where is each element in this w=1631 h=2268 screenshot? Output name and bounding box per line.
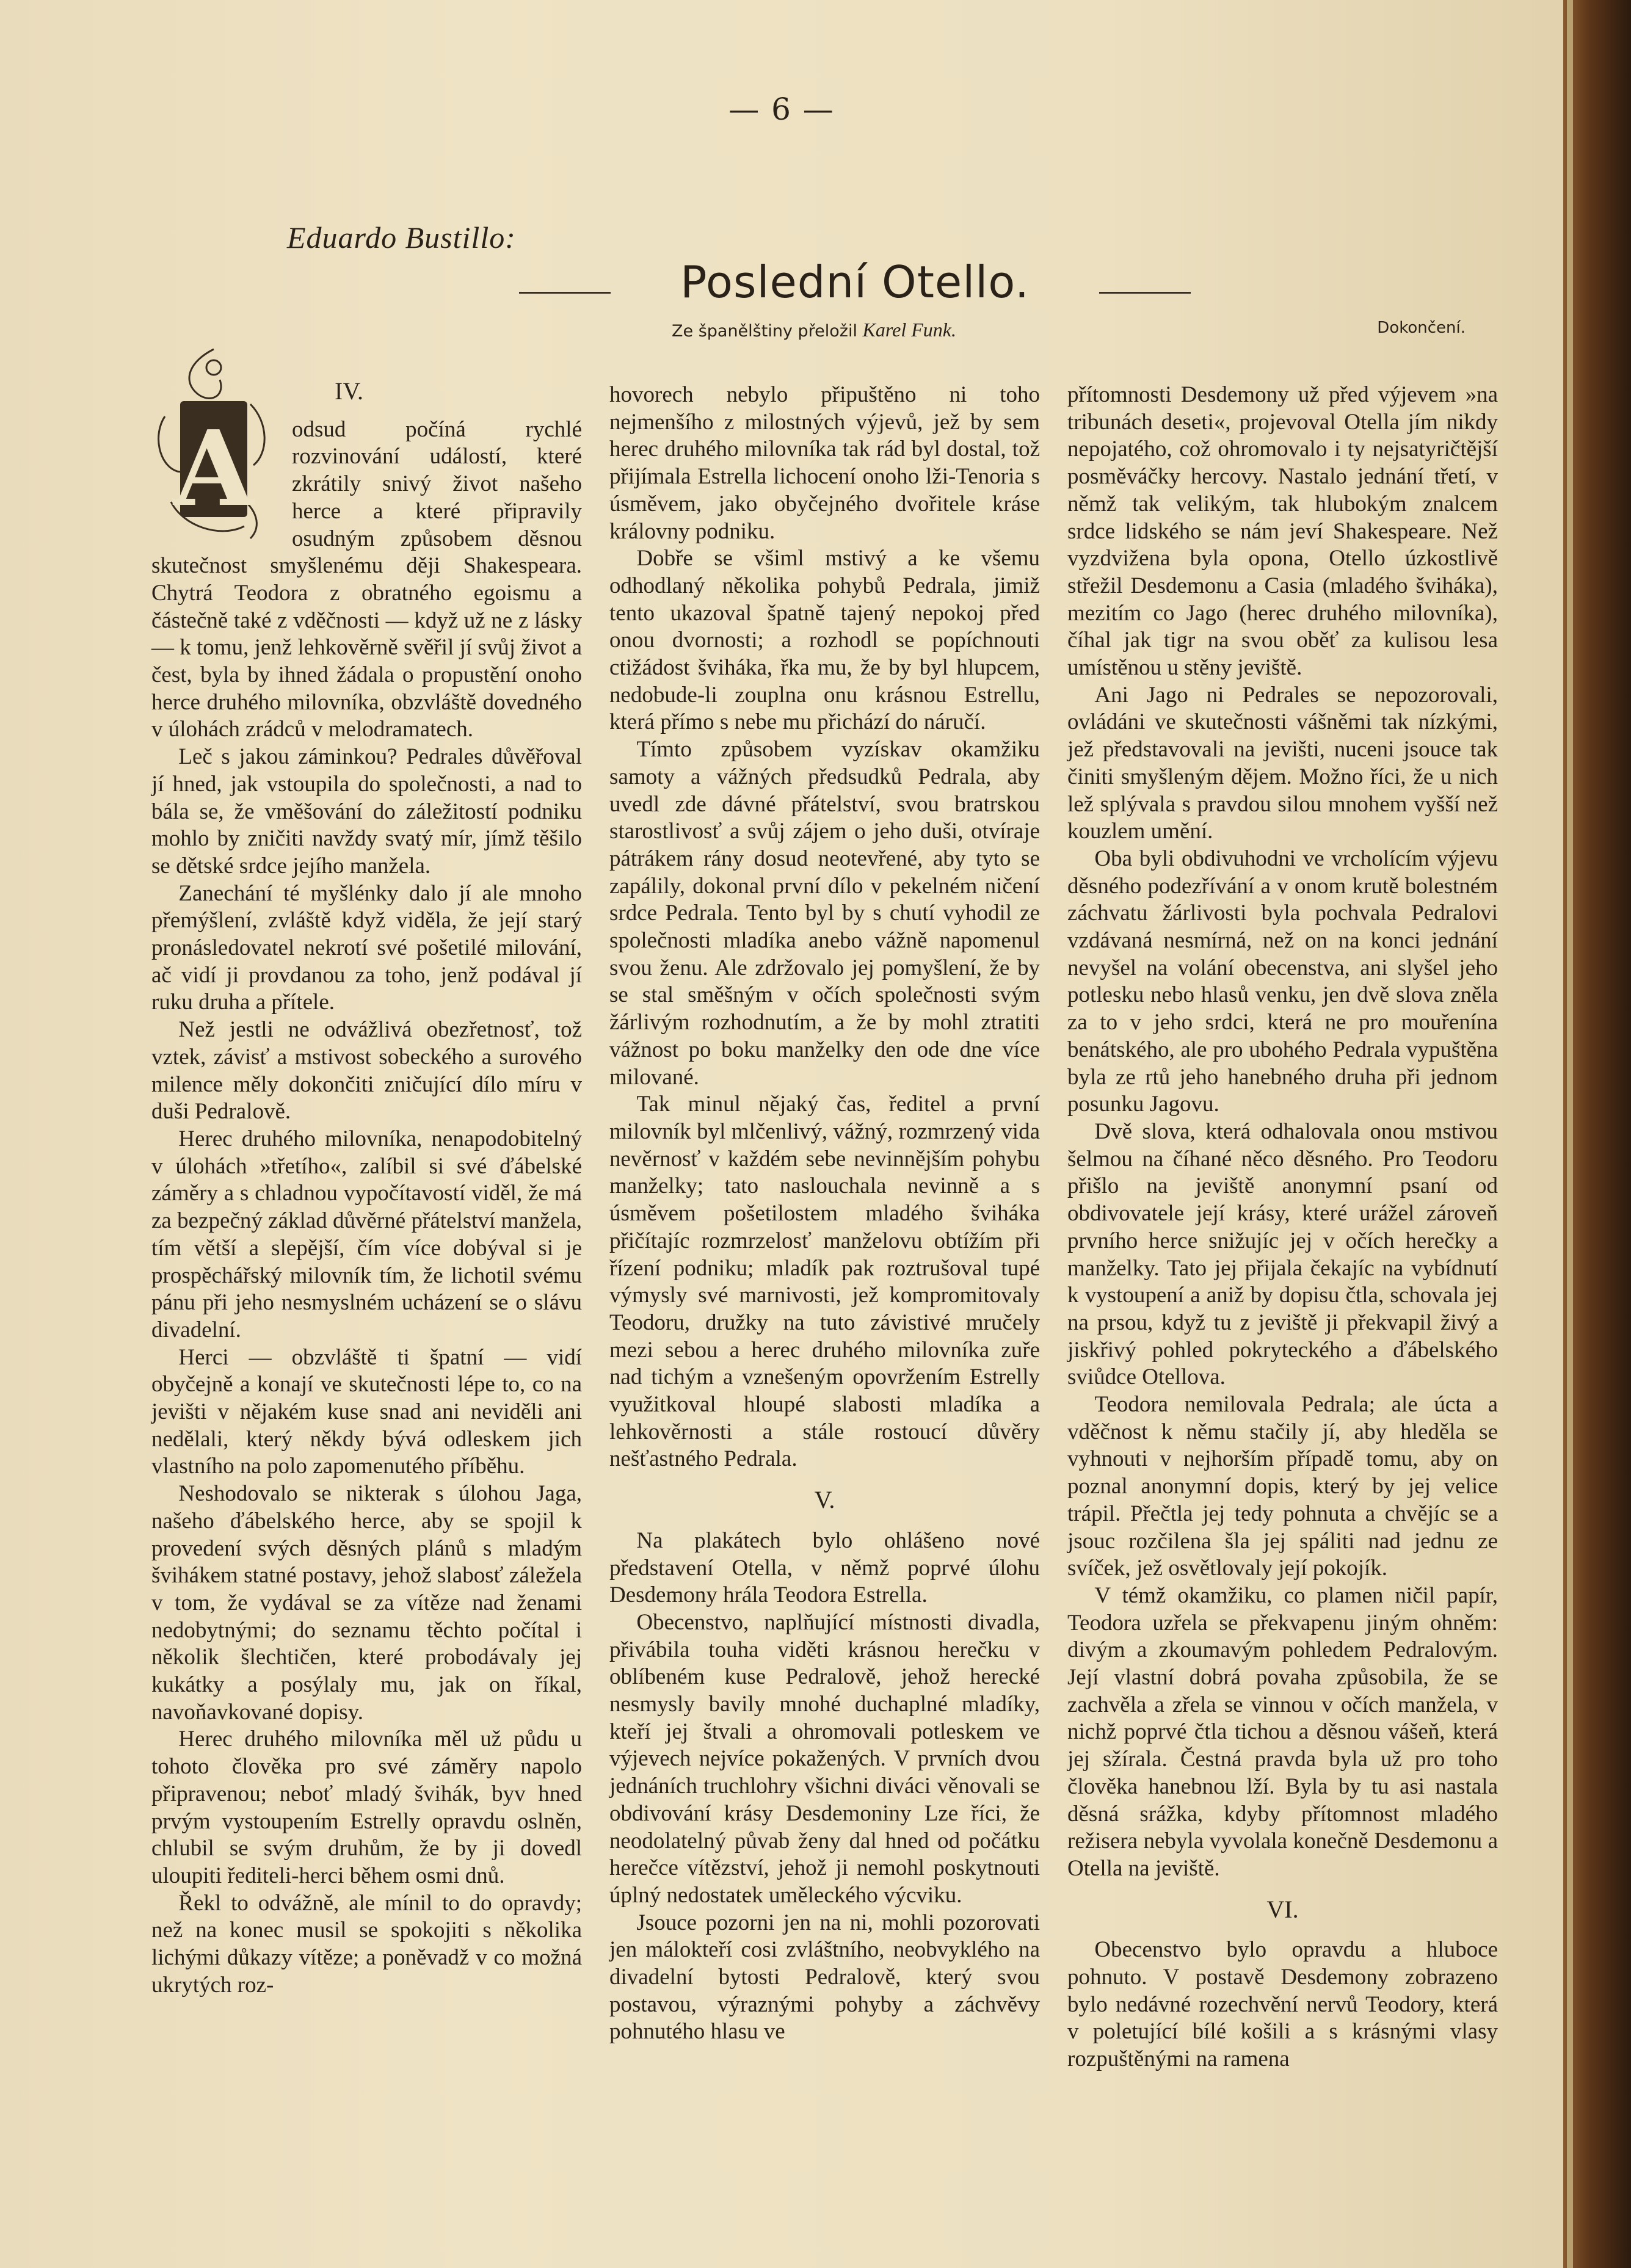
paragraph: Dvě slova, která odhalovala onou mstivou šelmou na číhané něco děsného. Pro Teodoru přišlo na jeviště anonymní psaní od obdivovatele její krásy, které urážel zároveň prvního herce snižujíc jej v očích herečky a manželky. Tato jej přijala čekajíc na vybídnutí k vystoupení a aniž by dopisu čtla, schovala jej na prsou, když tu z jeviště ji překvapil živý a jiskřivý pohled pokryteckého a ďábelského sviůdce Otellova. <box>1067 1118 1498 1390</box>
paragraph: Jsouce pozorni jen na ni, mohli pozorovati jen málokteří cosi zvláštního, neobvyklého na divadelní bytosti Pedralově, který svou postavou, výraznými pohyby a záchvěvy pohnutého hlasu ve <box>609 1910 1040 2045</box>
paragraph: Obecenstvo bylo opravdu a hluboce pohnuto. V postavě Desdemony zobrazeno bylo nedávné rozechvění nervů Teodory, která v poletující bílé košili a s krásnými vlasy rozpuštěnými na ramena <box>1067 1937 1498 2072</box>
paragraph: Na plakátech bylo ohlášeno nové představení Otella, v němž poprvé úlohu Desdemony hrála Teodora Estrella. <box>609 1527 1040 1608</box>
column-1 <box>151 377 582 1999</box>
paragraph: Dobře se všiml mstivý a ke všemu odhodlaný několika pohybů Pedrala, jimiž tento ukazoval špatně tajený nepokoj před onou dvornosti; a rozhodl se popíchnouti ctižádost šviháka, řka mu, že by byl hlupcem, nedobude-li zouplna onu krásnou Estrellu, která přímo s nebe mu přichází do náručí. <box>609 546 1040 735</box>
dropcap-letter: A <box>173 407 254 530</box>
binding-edge <box>1563 0 1631 2268</box>
paragraph: Než jestli ne odvážlivá obezřetnosť, tož vztek, závisť a mstivost sobeckého a surového milence měly dokončiti zničující dílo míru v duši Pedralově. <box>151 1017 582 1125</box>
column-2 <box>609 382 1040 2046</box>
paragraph: Herec druhého milovníka měl už půdu u tohoto člověka pro své záměry napolo připravenou; neboť mladý švihák, byv hned prvým vystoupením Estrelly opravdu oslněn, chlubil se svým druhům, že by ji dovedl uloupiti řediteli-herci během osmi dnů. <box>151 1726 582 1888</box>
paragraph: Leč s jakou záminkou? Pedrales důvěřoval jí hned, jak vstoupila do společnosti, a nad to bála se, že vměšování do záležitostí podniku mohlo by zničiti navždy svatý mír, jímž těšilo se dětské srdce jejího manžela. <box>151 744 582 879</box>
paragraph: hovorech nebylo připuštěno ni toho nejmenšího z milostných výjevů, jež by sem herec druhého milovníka tak rád byl dostal, tož přijímala Estrella lichocení onoho lži-Tenoria s úsměvem, jako obyčejného dvořitele krásе královny podniku. <box>609 382 1040 544</box>
author-name: Eduardo Bustillo: <box>287 220 516 255</box>
title-rule-right <box>1099 292 1191 294</box>
paragraph: Tak minul nějaký čas, ředitel a první milovník byl mlčenlivý, vážný, rozmrzený vida nevěrnosť v každém sebe nevinnějším pohybu manželky; tato naslouchala nevinně a s úsměvem pošetilostem mladého šviháka přičítajíc rozmrzelosť manželovu obtížím při řízení podniku; mladík pak roztrušoval tupé výmysly své marnivosti, jež kompromitovaly Teodoru, družky na tuto závistivé mručely mezi sebou a herec druhého milovníka zuře nad tichým a vznešeným opovržením Estrelly využitkoval hloupé slabosti mladíka a lehkověrnosti a stále rostoucí důvěry nešťastného Pedrala. <box>609 1092 1040 1472</box>
article-title: Poslední Otello. <box>680 256 1030 308</box>
paragraph: odsud počíná rychlé rozvinování událostí, které zkrátily snivý život našeho herce a které připravily osudným způsobem děsnou skutečnost smyšlenému ději Shakespeara. Chytrá Teodora z obratného egoismu a částečně také z vděčnosti — když už ne z lásky — k tomu, jenž lehkověrně svěřil jí svůj život a čest, byla by ihned žádala o propustění onoho herce druhého milovníka, obzvláště dovedného v úlohách zrádců v melodramatech. <box>151 416 582 742</box>
paragraph: Herci — obzvláště ti špatní — vidí obyčejně a konají ve skutečnosti lépe to, co na jevišti v nějakém kuse snad ani neviděli ani nedělali, který někdy bývá odleskem jich vlastního na polo zapomenutého příběhu. <box>151 1344 582 1479</box>
page-number: — 6 — <box>728 92 835 127</box>
binding-line <box>1567 0 1573 2268</box>
continuation-note: Dokončení. <box>1377 319 1466 337</box>
paragraph: přítomnosti Desdemony už před výjevem »na tribunách deseti«, projevoval Otella jím nikdy nepojatého, což ohromovalo i ty nejsatyričtější posměváčky hercovy. Nastalo jednání třetí, v němž tak velikým, tak hlubokým znalcem srdce lidského se nám jeví Shakespeare. Než vyzdvižena byla opona, Otello úzkostlivě střežil Desdemonu a Casia (mladého šviháka), mezitím co Jago (herec druhého milovníka), číhal jak tigr na svou oběť za kulisou lesa umístěnou u stěny jeviště. <box>1067 382 1498 681</box>
section-heading-iv: IV. <box>335 377 364 405</box>
paragraph: Teodora nemilovala Pedrala; ale úcta a vděčnost k němu stačily jí, aby hleděla se vyhnouti v nejhorším případě tomu, aby on poznal anonymní dopis, který by jej velice trápil. Přečtla jej tedy pohnuta a chvějíc se a jsouc rozčilena šla jej spáliti nad jednu ze svíček, jež osvětlovaly její pokojík. <box>1067 1392 1498 1581</box>
title-row <box>519 256 1191 324</box>
translation-note <box>672 319 956 341</box>
ornamental-dropcap <box>147 343 281 545</box>
paragraph: Zanechání té myšlénky dalo jí ale mnoho přemýšlení, zvláště když viděla, že její starý pronásledovatel nekrotí své pošetilé milování, ač vidí ji provdanou za toho, jenž podával jí ruku druha a přítele. <box>151 880 582 1015</box>
translator-name: Karel Funk. <box>862 319 956 341</box>
paragraph: V témž okamžiku, co plamen ničil papír, Teodora uzřela se překvapenu jiným ohněm: divým a zkoumavým pohledem Pedralovým. Její vlastní dobrá povaha způsobila, že se zachvěla a zřela se vinnou v očích manžela, v nichž poprvé čtla tichou a děsnou vášeň, která jej sžírala. Čestná pravda byla už pro toho člověka hanebnou lží. Byla by tu asi nastala děsná srážka, kdyby přítomnost mladého režisera nebyla vyvolala konečně Desdemonu a Otella na jeviště. <box>1067 1582 1498 1881</box>
column-3 <box>1067 382 1498 2073</box>
section-heading-v: V. <box>814 1486 835 1514</box>
paragraph: Oba byli obdivuhodni ve vrcholícím výjevu děsného podezřívání a v onom krutě bolestném záchvatu žárlivosti byla pochvala Pedralovi vzdávaná nesmírná, než on na konci jednání nevyšel na volání obecenstva, ani slyšel jeho potlesku nebo hlasů venku, jen dvě slova zněla za to v jeho srdci, která ne pro mouřenína benátského, ale pro ubohého Pedrala vypuštěna byla ze rtů jeho hanebného druha při jednom posunku Jagovu. <box>1067 846 1498 1117</box>
paragraph: Herec druhého milovníka, nenapodobitelný v úlohách »třetího«, zalíbil si své ďábelské záměry a s chladnou vypočítavostí viděl, že má za bezpečný základ důvěrné přátelství manžela, tím větší a slepější, čím více dobýval si je prospěchářský milovník tím, že lichotil svému pánu při jeho nesmyslném ucházení se o slávu divadelní. <box>151 1126 582 1342</box>
translation-prefix: Ze španělštiny přeložil <box>672 322 857 341</box>
paragraph: Ani Jago ni Pedrales se nepozorovali, ovládáni ve skutečnosti vášněmi tak nízkými, jež představovali na jevišti, nuceni jsouce tak činiti smyšleným dějem. Možno říci, že u nich lež splývala s pravdou silou mnohem vyšší než kouzlem umění. <box>1067 682 1498 844</box>
paragraph: Řekl to odvážně, ale mínil to do opravdy; než na konec musil se spokojiti s několika lichými důkazy vítěze; a poněvadž v co možná ukrytých roz- <box>151 1890 582 1998</box>
paragraph: Tímto způsobem vyzískav okamžiku samoty a vážných předsudků Pedrala, aby uvedl zde dávné přátelství, svou bratrskou starostlivosť a svůj zájem o jeho duši, otvíraje pátrákem rány dosud neotevřené, aby tyto se zapálily, dokonal první dílo v pekelném ničení srdce Pedrala. Tento byl by s chutí vyhodil ze společnosti mladíka anebo vážně napomenul svou ženu. Ale zdržovalo jej pomyšlení, že by se stal směšným v očích společnosti svým žárlivým rozhodnutím, a že by mohl ztratiti vážnost po boku manželky den ode dne více milované. <box>609 737 1040 1090</box>
paragraph: Obecenstvo, naplňující místnosti divadla, přivábila touha viděti krásnou herečku v oblíbeném kuse Pedralově, jehož herecké nesmysly bavily mnohé duchaplné mladíky, kteří jej štvali a ohromovali potleskem ve výjevech nejvíce pokažených. V prvních dvou jednáních truchlohry všichni diváci věnovali se obdivování krásy Desdemoniny Lze říci, že neodolatelný půvab ženy dal hned od počátku herečce vítězství, jehož ji nemohl poskytnouti úplný nedostatek uměleckého výcviku. <box>609 1609 1040 1908</box>
paragraph: Neshodovalo se nikterak s úlohou Jaga, našeho ďábelského herce, aby se spojil k provedení svých děsných plánů s mladým švihákem statné postavy, jehož slabosť záležela v tom, že vydával se za vítěze nad ženami nedobytnými; do seznamu těchto počítal i několik šlechtičen, které probodávaly jej kukátky a posýlaly mu, jak on říkal, navoňavkované dopisy. <box>151 1481 582 1725</box>
section-heading-vi: VI. <box>1266 1895 1299 1923</box>
